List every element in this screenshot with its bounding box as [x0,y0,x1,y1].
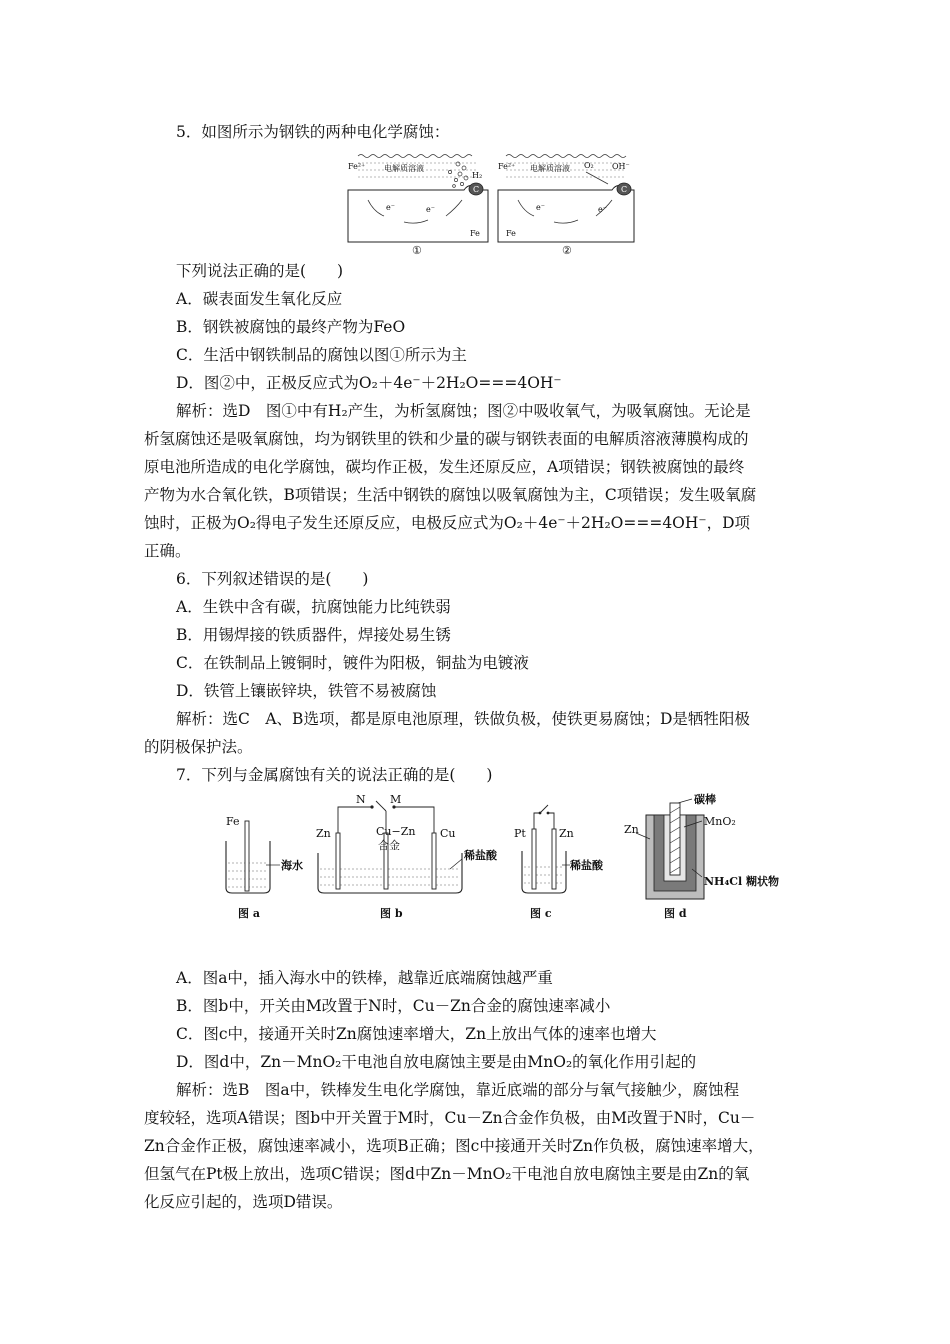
q5-analysis-line: 蚀时，正极为O₂得电子发生还原反应，电极反应式为O₂＋4e⁻＋2H₂O===4OH⁻，D项 [144,514,751,532]
carbon-label-2: C [621,185,628,194]
q5-analysis-line: 析氢腐蚀还是吸氧腐蚀，均为钢铁里的铁和少量的碳与钢铁表面的电解质溶液薄膜构成的 [144,430,749,448]
solution-label-1: 电解质溶液 [384,164,424,173]
fe-ion-label-2: Fe²⁺ [498,162,516,171]
figure-1-hydrogen-evolution [348,155,488,257]
q5-option-a: A．碳表面发生氧化反应 [176,290,343,308]
fe-label-1: Fe [470,229,480,238]
q5-option-c: C．生活中钢铁制品的腐蚀以图①所示为主 [176,346,467,364]
fig-d-paste-label: NH₄Cl 糊状物 [704,875,780,888]
q6-option-d: D．铁管上镶嵌锌块，铁管不易被腐蚀 [176,682,437,700]
q7-analysis-line: 度较轻，选项A错误；图b中开关置于M时，Cu－Zn合金作负极，由M改置于N时，Cu－ [144,1109,756,1127]
fig-c-pt-label: Pt [514,827,526,840]
fig-b-alloy-label: Cu−Zn [376,825,416,838]
q6-option-c: C．在铁制品上镀铜时，镀件为阳极，铜盐为电镀液 [176,654,529,672]
electron-label-1b: e⁻ [426,205,435,214]
q7-stem: 7．下列与金属腐蚀有关的说法正确的是( ) [176,766,493,784]
h2-label: H₂ [472,171,483,180]
q7-option-d: D．图d中，Zn－MnO₂干电池自放电腐蚀主要是由MnO₂的氧化作用引起的 [176,1053,697,1071]
q5-question: 下列说法正确的是( ) [176,262,344,280]
figure-c-cell [514,805,604,920]
figure-2-caption: ② [562,244,572,256]
q7-analysis-line: 解析：选B 图a中，铁棒发生电化学腐蚀，靠近底端的部分与氧气接触少，腐蚀程 [176,1081,740,1099]
q5-analysis-line: 产物为水合氧化铁，B项错误；生活中钢铁的腐蚀以吸氧腐蚀为主，C项错误；发生吸氧腐 [144,486,757,504]
figure-1-caption: ① [412,244,422,256]
figure-2-oxygen-absorption [498,155,634,257]
figure-b-switch-cell [316,793,498,920]
q7-option-a: A．图a中，插入海水中的铁棒，越靠近底端腐蚀越严重 [176,969,553,987]
fig-c-caption: 图 c [530,907,552,920]
q7-option-b: B．图b中，开关由M改置于N时，Cu－Zn合金的腐蚀速率减小 [176,997,611,1015]
fe-ion-label-1: Fe²⁺ [348,162,366,171]
fig-d-carbon-label: 碳棒 [694,793,716,806]
q5-corrosion-figure [346,150,636,256]
q7-analysis-line: 但氢气在Pt极上放出，选项C错误；图d中Zn－MnO₂干电池自放电腐蚀主要是由Zn的氧 [144,1165,750,1183]
fig-a-seawater-label: 海水 [281,859,303,872]
electron-label-2a: e⁻ [536,203,545,212]
fig-d-caption: 图 d [664,907,687,920]
fig-d-mno2-label: MnO₂ [704,815,736,828]
fig-b-m-label: M [390,793,402,806]
o2-label: O₂ [584,161,594,170]
fig-b-cu-label: Cu [440,827,456,840]
figure-d-dry-cell [624,793,779,920]
fig-b-n-label: N [356,793,366,806]
fig-b-caption: 图 b [380,907,403,920]
fig-d-zn-label: Zn [624,823,639,836]
fig-b-acid-label: 稀盐酸 [464,849,497,862]
q7-analysis-line: Zn合金作正极，腐蚀速率减小，选项B正确；图c中接通开关时Zn作负极，腐蚀速率增大， [144,1137,764,1155]
q6-analysis-line: 解析：选C A、B选项，都是原电池原理，铁做负极，使铁更易腐蚀；D是牺牲阳极 [176,710,750,728]
solution-label-2: 电解质溶液 [530,164,570,173]
q7-analysis-line: 化反应引起的，选项D错误。 [144,1193,343,1211]
q6-stem: 6．下列叙述错误的是( ) [176,570,369,588]
fig-c-zn-label: Zn [559,827,574,840]
q7-option-c: C．图c中，接通开关时Zn腐蚀速率增大，Zn上放出气体的速率也增大 [176,1025,657,1043]
q7-apparatus-figure [218,793,818,923]
fig-b-alloy-label-2: 合金 [378,839,400,852]
q5-analysis-line: 正确。 [144,542,191,560]
fig-a-caption: 图 a [238,907,260,920]
fig-a-fe-label: Fe [226,815,240,828]
fig-b-zn-label: Zn [316,827,331,840]
fig-c-acid-label: 稀盐酸 [570,859,603,872]
q5-option-d: D．图②中，正极反应式为O₂＋4e⁻＋2H₂O===4OH⁻ [176,374,562,392]
q5-stem: 5．如图所示为钢铁的两种电化学腐蚀： [176,123,450,141]
q6-analysis-line: 的阴极保护法。 [144,738,253,756]
figure-a-beaker [226,815,303,920]
q5-analysis-line: 解析：选D 图①中有H₂产生，为析氢腐蚀；图②中吸收氧气，为吸氧腐蚀。无论是 [176,402,751,420]
q6-option-b: B．用锡焊接的铁质器件，焊接处易生锈 [176,626,451,644]
electron-label-1a: e⁻ [386,203,395,212]
carbon-label-1: C [473,185,480,194]
electron-label-2b: e⁻ [598,205,607,214]
q5-option-b: B．钢铁被腐蚀的最终产物为FeO [176,318,406,336]
oh-label: OH⁻ [612,162,630,171]
q5-analysis-line: 原电池所造成的电化学腐蚀，碳均作正极，发生还原反应，A项错误；钢铁被腐蚀的最终 [144,458,745,476]
fe-label-2: Fe [506,229,516,238]
q6-option-a: A．生铁中含有碳，抗腐蚀能力比纯铁弱 [176,598,451,616]
